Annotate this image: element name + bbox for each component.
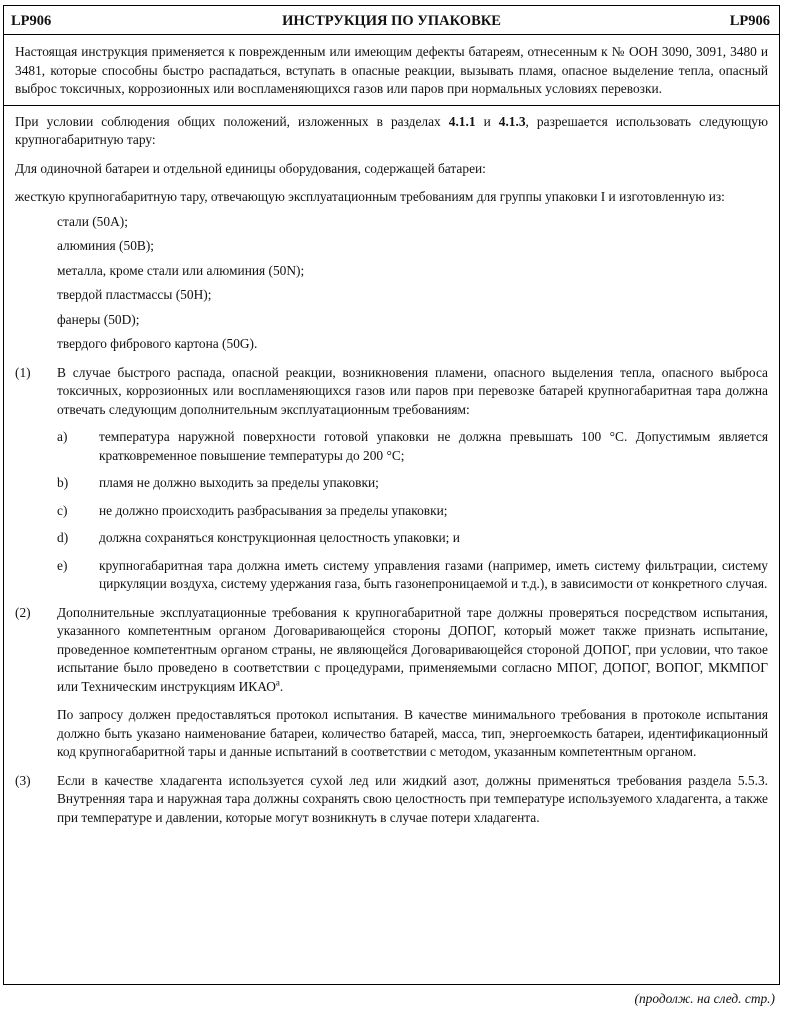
provision-3 (15, 772, 768, 828)
provision-2 (15, 604, 768, 762)
materials-list (57, 213, 768, 354)
instruction-code-left: LP906 (11, 13, 52, 29)
single-battery-paragraph: Для одиночной батареи и отдельной единицы оборудования, содержащей батареи: (15, 160, 486, 176)
sub-item-b (57, 474, 768, 493)
continuation-note: (продолж. на след. стр.) (634, 991, 775, 1006)
sub-item-d (57, 529, 768, 548)
sub-item-letter: b) (57, 475, 69, 490)
requirements-section (4, 106, 779, 828)
material-item: твердой пластмассы (50H); (57, 287, 212, 302)
sub-item-a (57, 428, 768, 465)
sub-item-text: температура наружной поверхности готовой упаковки не должна превышать 100 °C. Допустимым является кратковременное повышение температуры до 200 °C; (99, 429, 768, 463)
provision-text: В случае быстрого распада, опасной реакции, возникновения пламени, опасного выделения тепла, опасного выброса токсичных, коррозионных или воспламеняющихся газов или паров при перевозке батарей крупногабаритная тара должна отвечать следующим дополнительным эксплуатационным требованиям: (57, 364, 768, 417)
sub-item-letter: c) (57, 502, 68, 518)
sub-item-text: пламя не должно выходить за пределы упаковки; (99, 475, 379, 490)
sub-item-text: должна сохраняться конструкционная целостность упаковки; и (99, 530, 460, 545)
provision-1 (15, 364, 768, 594)
section-ref-4-1-3: 4.1.3 (498, 113, 526, 129)
sub-item-e (57, 557, 768, 594)
sub-item-letter: a) (57, 429, 68, 444)
material-item: твердого фибрового картона (50G). (57, 336, 258, 351)
provision-number: (2) (15, 604, 31, 620)
scope-paragraph: Настоящая инструкция применяется к поврежденным или имеющим дефекты батареям, отнесенным к № ООН 3090, 3091, 3480 и 3481, которые способны быстро распадаться, вступать в опасные реакции, вызывать пламя, опасное выделение тепла, опасный выброс токсичных, коррозионных или воспламеняющихся газов или паров при нормальных условиях перевозки. (4, 35, 779, 106)
sub-item-c (57, 502, 768, 521)
provision-text: Если в качестве хладагента используется сухой лед или жидкий азот, должны применяться требования раздела 5.5.3. Внутренняя тара и наружная тара должны сохранять свою целостность при температуре используемого хладагента, а также при температуре и давлении, которые могут возникнуть в случае потери хладагента. (57, 772, 768, 825)
test-report-paragraph: По запросу должен предоставляться протокол испытания. В качестве минимального требования в протоколе испытания должно быть указано наименование батареи, количество батарей, масса, тип, энергоемкость батареи, идентификационный код крупногабаритной тары и данные испытаний в соответствии с методом, указанным компетентным органом. (57, 707, 768, 759)
sub-item-text: крупногабаритная тара должна иметь систему управления газами (например, иметь систему фильтрации, систему циркуляции воздуха, систему удержания газа, быть газонепроницаемой и т.д.), в зависимости от конкретного случая. (99, 557, 768, 591)
instruction-title: ИНСТРУКЦИЯ ПО УПАКОВКЕ (282, 13, 501, 29)
material-item: фанеры (50D); (57, 311, 140, 327)
instruction-code-right: LP906 (729, 13, 770, 29)
material-item: алюминия (50B); (57, 238, 155, 253)
sub-item-letter: e) (57, 557, 68, 573)
rigid-packaging-paragraph: жесткую крупногабаритную тару, отвечающую эксплуатационным требованиям для группы упаковки I и изготовленную из: (15, 189, 725, 204)
sub-item-letter: d) (57, 530, 69, 545)
provision-number: (3) (15, 772, 31, 788)
general-provisions-paragraph: При условии соблюдения общих положений, изложенных в разделах 4.1.1 и 4.1.3, разрешается использовать следующую крупногабаритную тару: (15, 113, 768, 147)
provision-text: Дополнительные эксплуатационные требования к крупногабаритной таре должны проверяться посредством испытания, указанного компетентным органом Договаривающейся стороны ДОПОГ, который может также признать испытание, проведенное компетентным органом страны, не являющейся Договаривающейся стороной ДОПОГ, при условии, что такое испытание было проведено в соответствии с процедурами, применяемыми согласно МПОГ, ДОПОГ, ВОПОГ, МКМПОГ или Техническим инструкциям ИКАО$^a$. (57, 604, 768, 694)
footnote-marker: a (275, 677, 280, 688)
material-item: металла, кроме стали или алюминия (50N); (57, 262, 305, 278)
material-item: стали (50A); (57, 213, 128, 229)
instruction-table (3, 5, 780, 985)
provision-number: (1) (15, 364, 31, 380)
sub-item-text: не должно происходить разбрасывания за пределы упаковки; (99, 502, 448, 518)
table-header (4, 6, 779, 35)
section-ref-4-1-1: 4.1.1 (448, 113, 476, 129)
